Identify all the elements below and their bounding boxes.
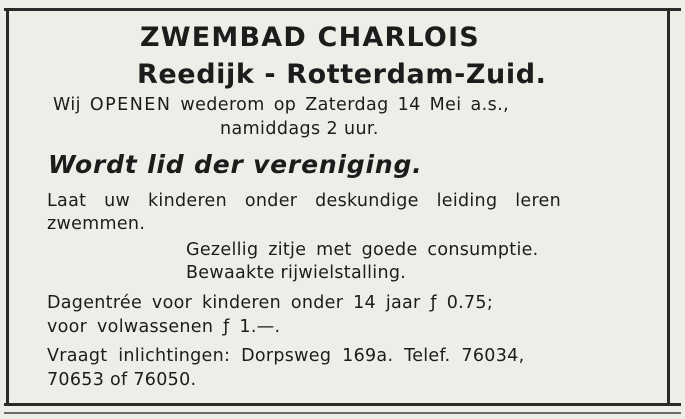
opening-announcement	[53, 97, 509, 115]
left-border-rule	[6, 8, 9, 404]
amenity-seating: Gezellig zitje met goede consumptie.	[186, 240, 539, 260]
price-text-line-1: Dagentrée voor kinderen onder 14 jaar ƒ 0.75;	[47, 293, 494, 313]
opening-time: namiddags 2 uur.	[220, 119, 379, 139]
opening-emphasis: OPENEN	[89, 95, 172, 115]
contact-text-line-2: 70653 of 76050.	[47, 370, 197, 390]
lessons-text-line-2: zwemmen.	[47, 214, 146, 234]
price-text-line-2: voor volwassenen ƒ 1.—.	[47, 317, 281, 337]
opening-date: wederom op Zaterdag 14 Mei a.s.,	[180, 95, 510, 115]
opening-prefix: Wij	[53, 95, 81, 115]
amenity-bike-storage: Bewaakte rijwielstalling.	[186, 263, 407, 283]
lessons-text-line-1: Laat uw kinderen onder deskundige leiding leren	[47, 191, 562, 211]
ad-location: Reedijk - Rotterdam-Zuid.	[137, 59, 547, 90]
top-border-rule	[4, 8, 681, 11]
contact-text-line-1: Vraagt inlichtingen: Dorpsweg 169a. Telef. 76034,	[47, 346, 525, 366]
right-border-rule	[667, 8, 670, 404]
ad-title: ZWEMBAD CHARLOIS	[140, 22, 480, 53]
bottom-secondary-rule	[4, 412, 681, 414]
membership-slogan: Wordt lid der vereniging.	[48, 150, 423, 179]
bottom-border-rule	[4, 403, 681, 406]
